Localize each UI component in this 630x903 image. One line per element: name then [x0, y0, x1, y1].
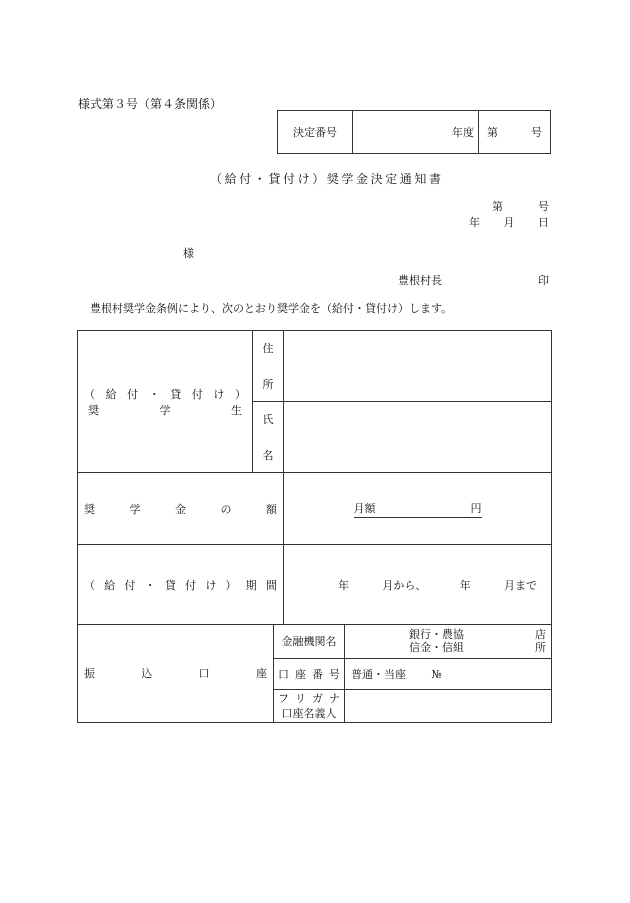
decision-number-cell[interactable]: [479, 111, 551, 154]
account-holder-label: 口座名義人: [281, 706, 337, 720]
date-tsuki: 月: [503, 216, 515, 229]
decision-year-suffix: 年度: [452, 126, 474, 139]
bank-branch2: 所: [535, 640, 546, 654]
account-number-label-cell: 口 座 番 号: [274, 658, 345, 689]
addressee-suffix: 様: [183, 247, 194, 260]
account-number-field[interactable]: [345, 658, 552, 689]
number-dai: 第: [492, 200, 503, 213]
address-field[interactable]: [284, 331, 552, 402]
document-title: （給付・貸付け）奨学金決定通知書: [210, 172, 444, 186]
date-nen: 年: [469, 216, 480, 229]
decision-dai: 第: [487, 126, 498, 139]
period-to: 月まで: [503, 578, 537, 592]
decision-gou: 号: [531, 126, 542, 139]
amount-label-cell: 奨 学 金 の 額: [78, 473, 284, 545]
period-nen1: 年: [338, 578, 349, 592]
period-from: 月から、: [382, 578, 427, 592]
number-line: [492, 198, 549, 214]
transfer-label-cell: 振 込 口 座: [78, 624, 274, 722]
amount-field[interactable]: [284, 473, 552, 545]
account-no: №: [431, 667, 442, 681]
main-table: [77, 330, 552, 625]
form-label: 様式第３号（第４条関係）: [78, 97, 223, 111]
transfer-table: [77, 624, 552, 723]
recipient-label-line2: 奨 学 生: [88, 403, 242, 417]
period-label-cell: （ 給 付 ・ 貸 付 け ） 期 間: [78, 545, 284, 625]
period-nen2: 年: [459, 578, 471, 592]
bank-field[interactable]: [345, 624, 552, 658]
account-holder-label-cell: フ リ ガ ナ 口座名義人: [274, 689, 345, 722]
decision-number-label: 決定番号: [278, 111, 353, 154]
recipient-label-cell: [78, 331, 253, 473]
amount-monthly-label: 月額: [353, 501, 376, 515]
date-hi: 日: [538, 216, 549, 229]
name-field[interactable]: [284, 402, 552, 473]
amount-yen: 円: [470, 501, 482, 515]
account-holder-field[interactable]: [345, 689, 552, 722]
bank-label: 金融機関名: [274, 624, 345, 658]
decision-year-cell[interactable]: [353, 111, 479, 154]
period-field[interactable]: [284, 545, 552, 625]
address-label-cell: 住 所: [253, 331, 284, 402]
bank-type2: 信金・信組: [409, 640, 464, 654]
recipient-label-line1: （ 給 付 ・ 貸 付 け ）: [84, 387, 246, 401]
body-text: 豊根村奨学金条例により、次のとおり奨学金を（給付・貸付け）します。: [90, 302, 453, 315]
issuer-name: 豊根村長: [398, 274, 442, 287]
account-type: 普通・当座: [351, 667, 406, 681]
bank-branch1: 店: [535, 627, 546, 641]
seal-mark: 印: [538, 274, 549, 287]
bank-type1: 銀行・農協: [409, 627, 464, 641]
decision-number-box: [277, 110, 551, 154]
name-label-cell: 氏 名: [253, 402, 284, 473]
number-gou: 号: [538, 200, 549, 213]
date-line: [469, 214, 549, 230]
amount-line: [354, 500, 482, 518]
